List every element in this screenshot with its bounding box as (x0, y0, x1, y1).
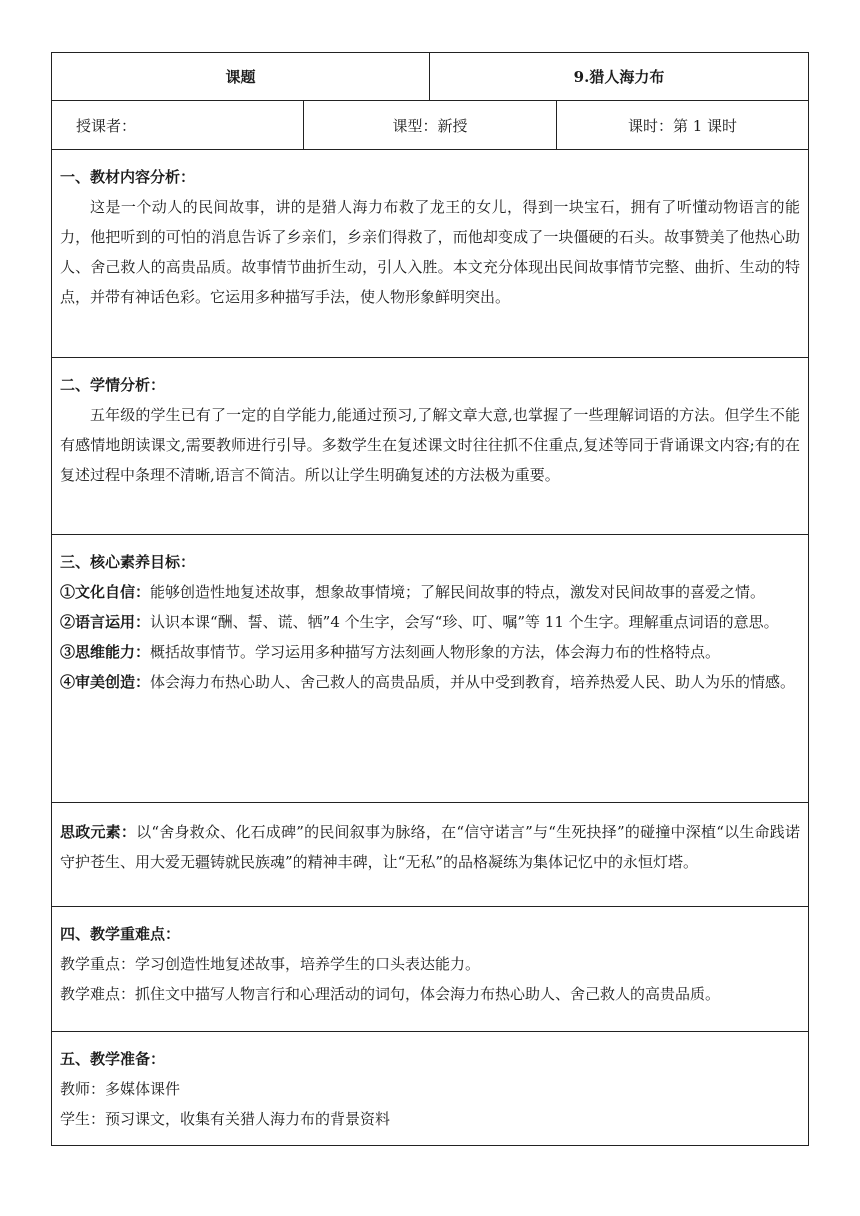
title-row (52, 53, 808, 101)
lesson-type: 课型：新授 (304, 101, 557, 149)
goals-heading: 三、核心素养目标： (60, 553, 196, 571)
goal-item (60, 607, 800, 637)
ideology-text: 以“舍身救众、化石成碑”的民间叙事为脉络，在“信守诺言”与“生死抉择”的碰撞中深植“以生命践诺守护苍生、用大爱无疆铸就民族魂”的精神丰碑，让“无私”的品格凝练为集体记忆中的永恒灯塔。 (60, 823, 800, 871)
goal-item (60, 667, 800, 697)
lesson-period: 课时：第 1 课时 (627, 116, 738, 135)
topic-value: 9.猎人海力布 (573, 68, 665, 86)
core-goals-section (52, 535, 808, 803)
goal-item (60, 577, 800, 607)
material-body: 这是一个动人的民间故事，讲的是猎人海力布救了龙王的女儿，得到一块宝石，拥有了听懂动物语言的能力，他把听到的可怕的消息告诉了乡亲们，乡亲们得救了，而他却变成了一块僵硬的石头。故事赞美了他热心助人、舍己救人的高贵品质。故事情节曲折生动，引人入胜。本文充分体现出民间故事情节完整、曲折、生动的特点，并带有神话色彩。它运用多种描写手法，使人物形象鲜明突出。 (60, 198, 800, 306)
key-points-heading: 四、教学重难点： (60, 925, 181, 943)
ideology-label: 思政元素： (60, 823, 137, 841)
goal-text: 概括故事情节。学习运用多种描写方法刻画人物形象的方法，体会海力布的性格特点。 (150, 643, 721, 661)
goal-label: ④审美创造： (60, 673, 151, 691)
student-analysis-section (52, 358, 808, 535)
teaching-focus: 教学重点：学习创造性地复述故事，培养学生的口头表达能力。 (60, 955, 481, 973)
material-analysis-section (52, 150, 808, 358)
ideology-paragraph (60, 817, 800, 877)
teaching-difficulty: 教学难点：抓住文中描写人物言行和心理活动的词句，体会海力布热心助人、舍己救人的高贵品质。 (60, 985, 721, 1003)
teacher-preparation: 教师：多媒体课件 (60, 1080, 181, 1098)
meta-row (52, 101, 808, 150)
students-body: 五年级的学生已有了一定的自学能力,能通过预习,了解文章大意,也掌握了一些理解词语的方法。但学生不能有感情地朗读课文,需要教师进行引导。多数学生在复述课文时往往抓不住重点,复述等同于背诵课文内容;有的在复述过程中条理不清晰,语言不简洁。所以让学生明确复述的方法极为重要。 (60, 406, 800, 484)
goal-item (60, 637, 800, 667)
goal-label: ③思维能力： (60, 643, 151, 661)
teacher-label: 授课者： (52, 101, 304, 149)
lesson-plan-table (51, 52, 809, 1146)
student-preparation: 学生：预习课文，收集有关猎人海力布的背景资料 (60, 1110, 391, 1128)
key-points-section (52, 907, 808, 1032)
material-heading: 一、教材内容分析： (60, 168, 196, 186)
preparation-section (52, 1032, 808, 1145)
goal-text: 认识本课“酬、誓、谎、牺”4 个生字，会写“珍、叮、嘱”等 11 个生字。理解重点词语的意思。 (150, 613, 779, 631)
goal-text: 体会海力布热心助人、舍己救人的高贵品质，并从中受到教育，培养热爱人民、助人为乐的情感。 (150, 673, 796, 691)
goal-text: 能够创造性地复述故事，想象故事情境；了解民间故事的特点，激发对民间故事的喜爱之情。 (150, 583, 766, 601)
goal-label: ②语言运用： (60, 613, 151, 631)
ideology-section (52, 803, 808, 907)
topic-label: 课题 (52, 53, 430, 100)
goal-label: ①文化自信： (60, 583, 151, 601)
preparation-heading: 五、教学准备： (60, 1050, 166, 1068)
students-heading: 二、学情分析： (60, 376, 166, 394)
